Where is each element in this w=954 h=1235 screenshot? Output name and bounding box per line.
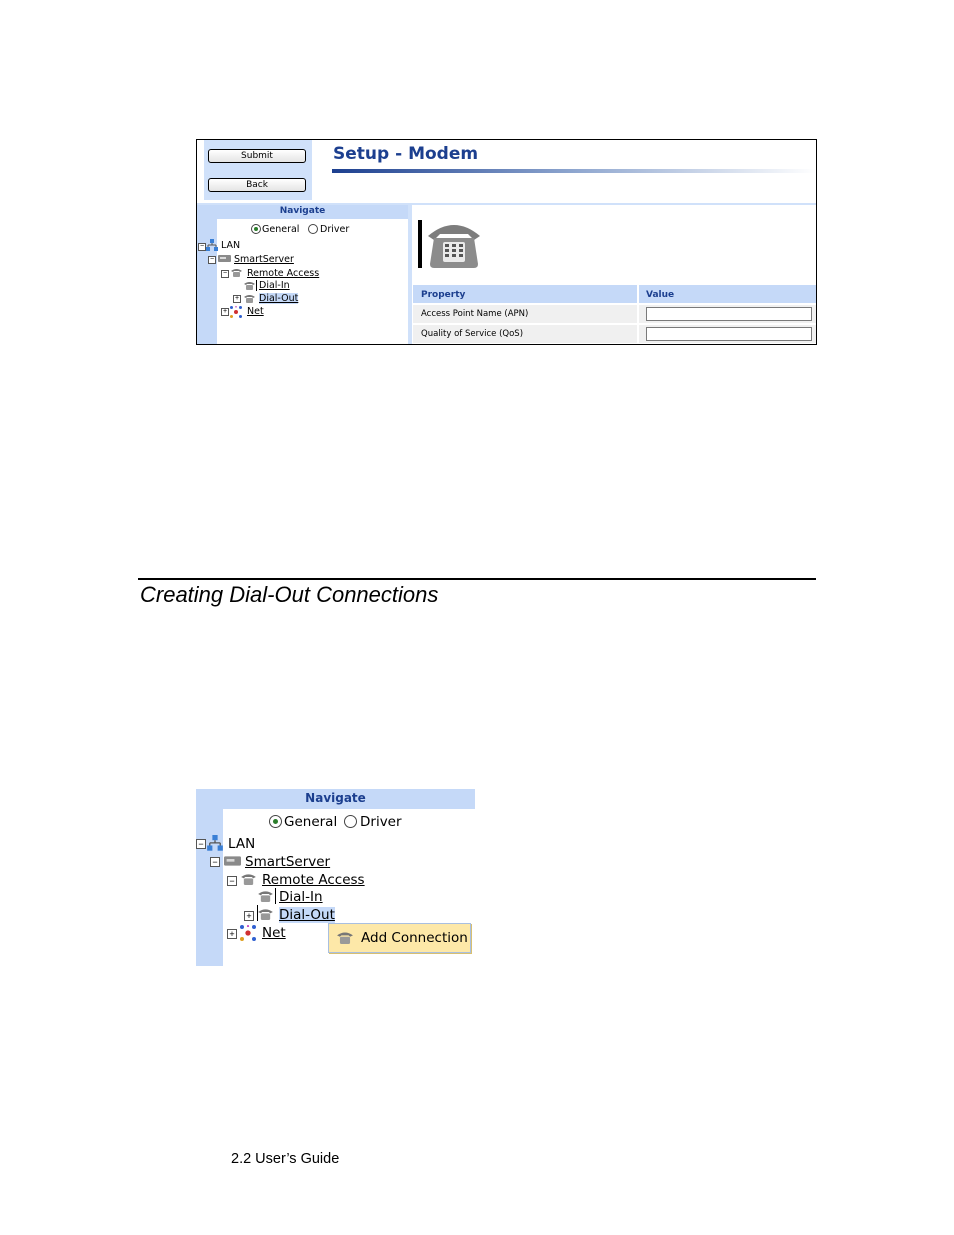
tree-item-remote-access[interactable]: Remote Access: [247, 268, 320, 279]
server-icon: [218, 254, 231, 263]
tree-item-smartserver[interactable]: SmartServer: [245, 854, 331, 870]
collapse-toggle[interactable]: −: [227, 876, 237, 886]
telephone-icon: [426, 220, 482, 270]
collapse-toggle[interactable]: −: [196, 839, 206, 849]
net-icon: [240, 925, 256, 941]
page-footer: 2.2 User’s Guide: [231, 1151, 340, 1167]
tree-item-dial-out[interactable]: Dial-Out: [279, 907, 335, 923]
title-underline: [332, 169, 816, 173]
phone-icon: [258, 908, 273, 920]
navigate-pane: [197, 205, 410, 344]
general-radio[interactable]: [251, 224, 261, 234]
general-radio-label: General: [284, 814, 338, 830]
column-header-property: Property: [421, 290, 466, 300]
button-panel: [204, 140, 312, 200]
driver-radio[interactable]: [308, 224, 318, 234]
driver-radio-label: Driver: [360, 814, 402, 830]
property-apn: Access Point Name (APN): [421, 309, 529, 319]
phone-icon: [337, 931, 353, 944]
tree-item-dial-out[interactable]: Dial-Out: [259, 293, 299, 304]
tree-item-dial-in[interactable]: Dial-In: [279, 889, 323, 905]
driver-radio-label: Driver: [320, 224, 350, 235]
property-qos: Quality of Service (QoS): [421, 329, 524, 339]
phone-icon: [244, 294, 255, 303]
heading-rule: [138, 578, 816, 580]
general-radio[interactable]: [269, 815, 282, 828]
general-radio-label: General: [262, 224, 300, 235]
context-menu-label: Add Connection: [361, 930, 468, 946]
tree-item-dial-in[interactable]: Dial-In: [259, 280, 290, 291]
collapse-toggle[interactable]: −: [199, 243, 205, 250]
submit-button[interactable]: Submit: [208, 149, 306, 163]
tree-item-net[interactable]: Net: [262, 925, 286, 941]
tree-item-net[interactable]: Net: [247, 306, 264, 317]
nav-strip: [197, 219, 217, 344]
expand-toggle[interactable]: +: [234, 295, 240, 302]
expand-toggle[interactable]: +: [244, 911, 254, 921]
tree-item-lan[interactable]: LAN: [228, 836, 256, 852]
navigate-header: Navigate: [196, 789, 475, 809]
section-heading: Creating Dial-Out Connections: [140, 582, 439, 607]
cursor-caret: [275, 888, 276, 904]
navigate-pane-screenshot: [196, 789, 476, 967]
qos-input[interactable]: [646, 327, 812, 341]
navigate-header: Navigate: [197, 205, 408, 219]
apn-input[interactable]: [646, 307, 812, 321]
expand-toggle[interactable]: +: [222, 308, 228, 315]
table-header: [413, 285, 816, 303]
collapse-toggle[interactable]: −: [210, 857, 220, 867]
nav-strip: [196, 809, 223, 966]
column-header-value: Value: [646, 290, 675, 300]
tree-item-lan[interactable]: LAN: [221, 240, 241, 251]
phone-icon: [231, 268, 242, 277]
cursor-caret: [256, 280, 257, 291]
back-button[interactable]: Back: [208, 178, 306, 192]
phone-icon: [241, 873, 256, 885]
network-icon: [206, 239, 218, 252]
tree-item-smartserver[interactable]: SmartServer: [234, 254, 294, 265]
setup-modem-screenshot: [196, 139, 817, 345]
column-divider: [637, 305, 639, 344]
net-icon: [230, 306, 242, 318]
driver-radio[interactable]: [344, 815, 357, 828]
phone-icon: [244, 281, 255, 290]
phone-icon: [258, 890, 273, 902]
pane-divider: [408, 205, 412, 344]
page-title: Setup - Modem: [333, 144, 479, 164]
collapse-toggle[interactable]: −: [209, 256, 215, 263]
tree-item-remote-access[interactable]: Remote Access: [262, 872, 365, 888]
network-icon: [207, 835, 223, 852]
context-menu-add-connection[interactable]: [328, 923, 471, 953]
collapse-toggle[interactable]: −: [222, 270, 228, 277]
image-border: [418, 220, 422, 268]
expand-toggle[interactable]: +: [227, 929, 237, 939]
server-icon: [224, 855, 241, 867]
